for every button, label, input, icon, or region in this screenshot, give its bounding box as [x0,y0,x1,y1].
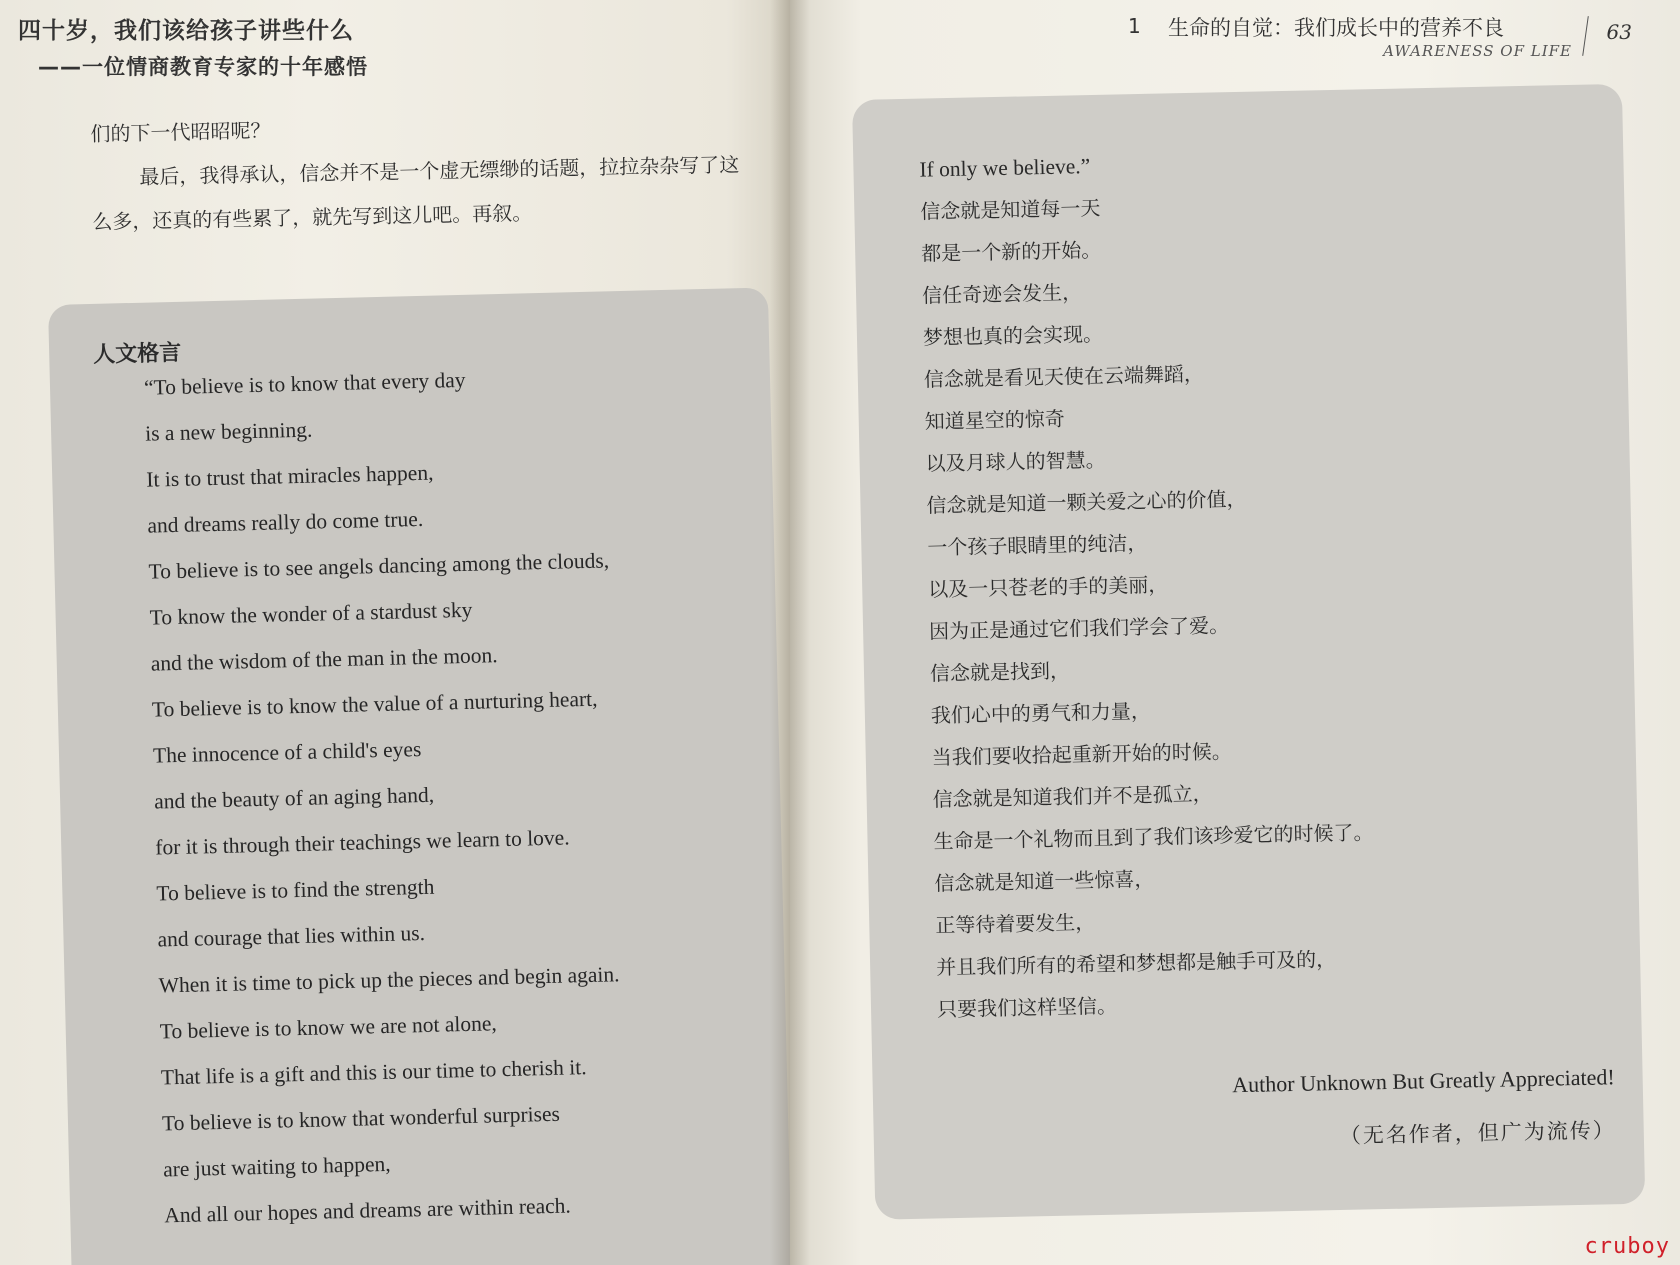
header-divider [1582,16,1589,56]
poem-line: To know the wonder of a stardust sky [149,597,473,630]
book-subtitle: ——一位情商教育专家的十年感悟 [38,55,368,79]
poem-line: That life is a gift and this is our time to cherish it. [160,1055,587,1090]
poem-line: 信念就是知道一颗关爱之心的价值， [926,486,1247,518]
poem-line: 梦想也真的会实现。 [922,321,1104,350]
chapter-title-english: AWARENESS OF LIFE [1383,42,1572,60]
poem-line: and the beauty of an aging hand, [153,782,435,814]
attribution-english: Author Unknown But Greatly Appreciated! [1231,1064,1615,1098]
book-title: 四十岁，我们该给孩子讲些什么 [18,18,354,44]
right-page [790,0,1680,1265]
poem-line: 信念就是知道一些惊喜， [934,866,1155,896]
poem-line: To believe is to see angels dancing among the clouds, [148,548,610,584]
chapter-title: 生命的自觉：我们成长中的营养不良 [1168,16,1504,40]
attribution-chinese: （无名作者，但广为流传） [1339,1118,1616,1149]
poem-line: 正等待着要发生， [935,910,1096,938]
page-number: 63 [1606,20,1632,44]
poem-line: 信念就是找到， [929,658,1071,686]
poem-line: 我们心中的勇气和力量， [930,698,1152,728]
poem-line: are just waiting to happen, [162,1151,391,1182]
poem-line: and the wisdom of the man in the moon. [150,643,498,676]
poem-line: To believe is to know we are not alone, [159,1011,498,1044]
poem-line: 并且我们所有的希望和梦想都是触手可及的， [935,947,1337,980]
paragraph: 们的下一代昭昭呢？ [90,118,271,146]
chapter-number: 1 [1128,14,1141,38]
poem-line: 因为正是通过它们我们学会了爱。 [928,613,1230,644]
poem-line: 信任奇迹会发生， [921,280,1083,308]
poem-line: 知道星空的惊奇 [924,406,1065,434]
poem-chinese [919,134,1617,1030]
poem-line: If only we believe.” [919,154,1091,182]
quote-heading: 人文格言 [92,340,182,368]
poem-line: 信念就是知道我们并不是孤立， [932,781,1213,812]
poem-line: When it is time to pick up the pieces and begin again. [158,962,620,998]
poem-line: and dreams really do come true. [147,506,424,538]
poem-line: 生命是一个礼物而且到了我们该珍爱它的时候了。 [933,820,1374,854]
right-running-head [1128,8,1648,64]
left-body-text [90,98,743,244]
poem-line: And all our hopes and dreams are within reach. [163,1193,572,1228]
poem-line: 以及一只苍老的手的美丽， [928,572,1169,602]
poem-line: is a new beginning. [144,417,313,446]
poem-line: 当我们要收拾起重新开始的时候。 [931,739,1232,770]
poem-line: “To believe is to know that every day [143,367,466,400]
poem-english [143,350,784,1239]
poem-line: 信念就是看见天使在云端舞蹈， [923,361,1205,392]
left-running-head [18,12,368,81]
watermark: cruboy [1584,1234,1670,1259]
poem-line: To believe is to know the value of a nurturing heart, [151,686,598,722]
poem-line: 都是一个新的开始。 [920,237,1102,266]
poem-line: 以及月球人的智慧。 [925,447,1106,476]
poem-line: It is to trust that miracles happen, [146,460,434,492]
paragraph: 最后，我得承认，信念并不是一个虚无缥缈的话题，拉拉杂杂写了这么多，还真的有些累了，就先写到这儿吧。再叙。 [92,152,740,234]
poem-line: 只要我们这样坚信。 [936,993,1118,1022]
poem-line: The innocence of a child's eyes [152,737,422,768]
poem-line: To believe is to find the strength [156,874,435,906]
poem-line: 信念就是知道每一天 [920,195,1101,224]
quote-box [48,287,790,1265]
poem-line: for it is through their teachings we learn to love. [154,825,570,860]
poem-line: and courage that lies within us. [157,920,426,952]
quote-box [852,84,1645,1220]
poem-line: 一个孩子眼睛里的纯洁， [927,530,1148,560]
left-page [0,0,790,1265]
poem-line: To believe is to know that wonderful surprises [161,1101,561,1136]
